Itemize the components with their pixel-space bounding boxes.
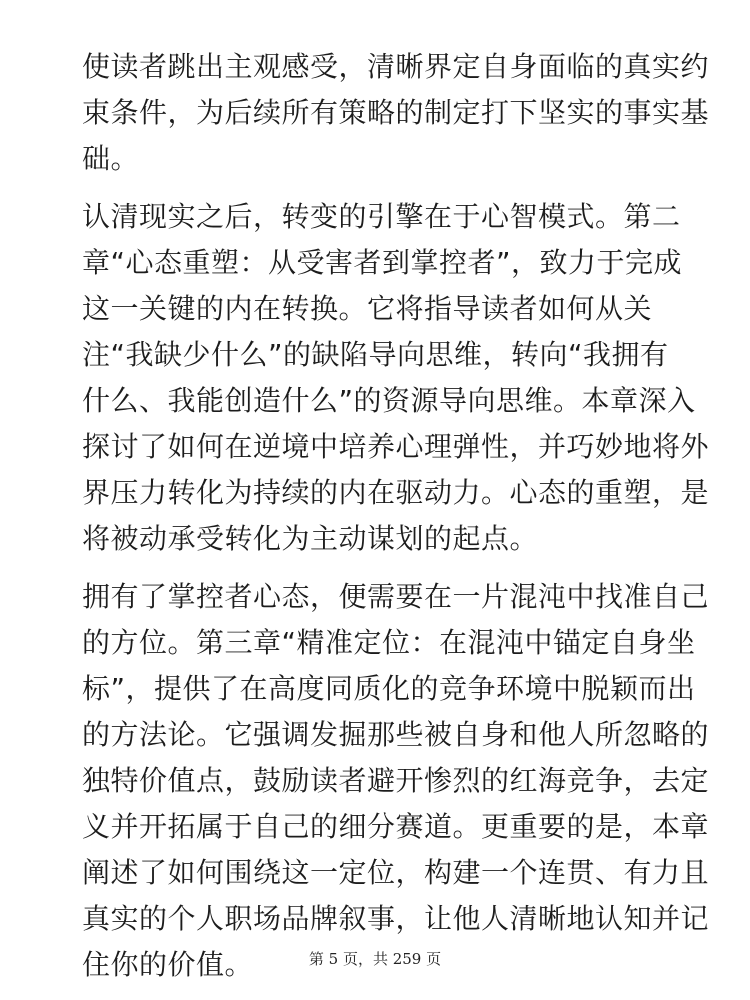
text-line: 的方法论。它强调发掘那些被自身和他人所忽略的 [82,718,710,751]
text-line: 章“心态重塑：从受害者到掌控者”，致力于完成 [82,246,683,279]
text-line: 探讨了如何在逆境中培养心理弹性，并巧妙地将外 [82,430,710,463]
text-line: 标”，提供了在高度同质化的竞争环境中脱颖而出 [82,672,696,705]
page-footer [0,948,750,970]
paragraph [82,574,710,988]
text-line: 真实的个人职场品牌叙事，让他人清晰地认知并记 [82,902,710,935]
text-line: 什么、我能创造什么”的资源导向思维。本章深入 [82,384,696,417]
text-line: 注“我缺少什么”的缺陷导向思维，转向“我拥有 [82,338,669,371]
text-line: 的方位。第三章“精准定位：在混沌中锚定自身坐 [82,626,696,659]
text-line: 束条件，为后续所有策略的制定打下坚实的事实基 [82,96,710,129]
text-line: 认清现实之后，转变的引擎在于心智模式。第二 [82,200,681,233]
document-body [82,44,710,1000]
text-line: 础。 [82,142,140,175]
text-line: 阐述了如何围绕这一定位，构建一个连贯、有力且 [82,856,710,889]
text-line: 使读者跳出主观感受，清晰界定自身面临的真实约 [82,50,710,83]
text-line: 拥有了掌控者心态，便需要在一片混沌中找准自己 [82,580,710,613]
text-line: 这一关键的内在转换。它将指导读者如何从关 [82,292,653,325]
text-line: 义并开拓属于自己的细分赛道。更重要的是，本章 [82,810,710,843]
text-line: 独特价值点，鼓励读者避开惨烈的红海竞争，去定 [82,764,710,797]
text-line: 界压力转化为持续的内在驱动力。心态的重塑，是 [82,476,710,509]
page-number: 第 5 页，共 259 页 [308,950,442,968]
text-line: 将被动承受转化为主动谋划的起点。 [82,522,539,555]
paragraph [82,194,710,562]
text-line: 住你的价值。 [82,948,254,981]
paragraph [82,44,710,182]
